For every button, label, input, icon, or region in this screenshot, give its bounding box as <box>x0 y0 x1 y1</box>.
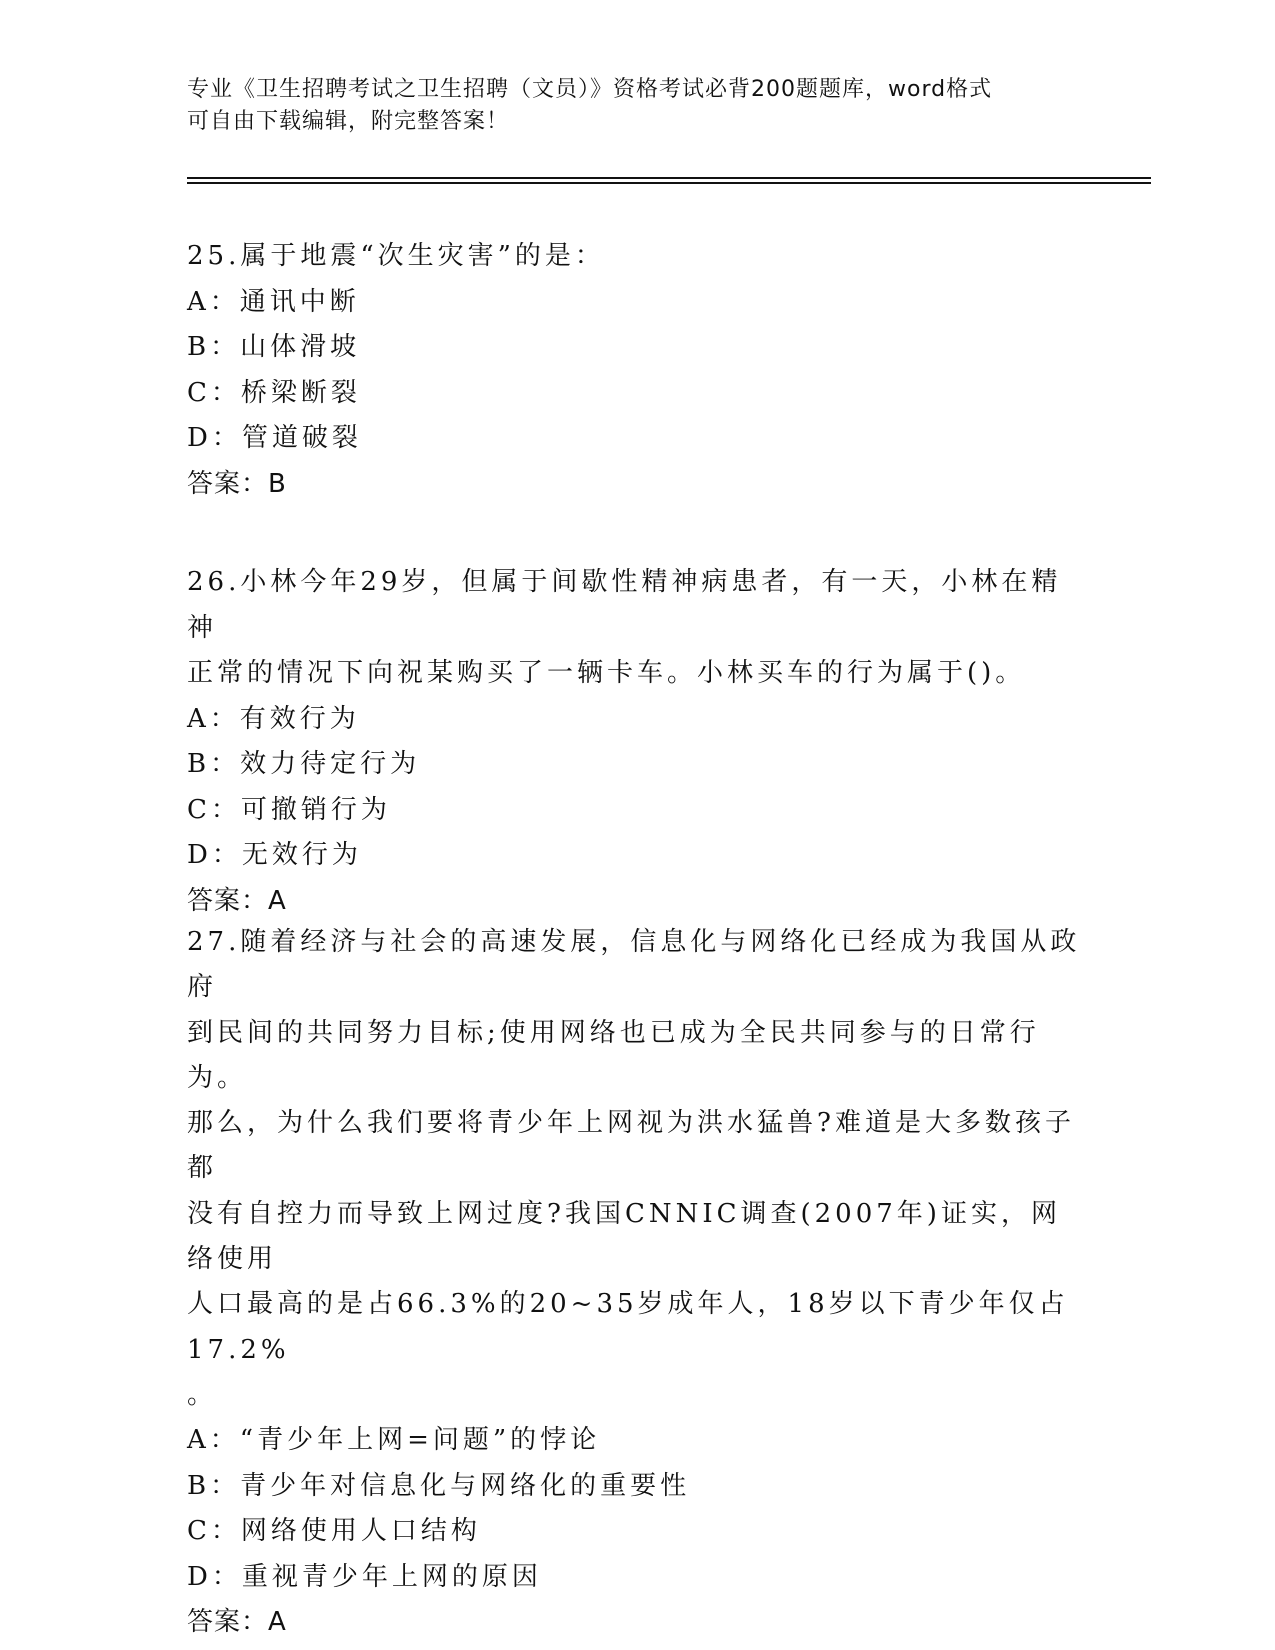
question-27-answer: 答案：A <box>187 1607 287 1638</box>
question-27 <box>187 920 1087 1646</box>
question-25-option-b: B：山体滑坡 <box>187 332 361 362</box>
question-26-stem-line-1: 26.小林今年29岁，但属于间歇性精神病患者，有一天，小林在精神 <box>187 567 1062 643</box>
header-title-line-1: 专业《卫生招聘考试之卫生招聘（文员）》资格考试必背200题题库，word格式 <box>187 77 993 102</box>
question-26-answer: 答案：A <box>187 885 287 916</box>
question-27-option-b: B：青少年对信息化与网络化的重要性 <box>187 1470 691 1501</box>
question-27-stem-line-4: 没有自控力而导致上网过度?我国CNNIC调查(2007年)证实，网络使用 <box>187 1198 1061 1275</box>
question-25-option-d: D：管道破裂 <box>187 423 362 453</box>
question-25-option-c: C：桥梁断裂 <box>187 377 361 408</box>
question-27-stem-line-1: 27.随着经济与社会的高速发展，信息化与网络化已经成为我国从政府 <box>187 927 1081 1003</box>
question-25-answer: 答案：B <box>187 468 287 499</box>
question-27-option-a: A：“青少年上网=问题”的悖论 <box>187 1425 601 1456</box>
question-25-stem: 25.属于地震“次生灾害”的是： <box>187 241 605 271</box>
header-divider-bottom <box>187 182 1151 184</box>
question-27-option-c: C：网络使用人口结构 <box>187 1516 481 1547</box>
question-25-option-a: A：通讯中断 <box>187 286 360 317</box>
header-divider-top <box>187 177 1151 179</box>
question-26-stem-line-2: 正常的情况下向祝某购买了一辆卡车。小林买车的行为属于()。 <box>187 658 1026 688</box>
header-title-line-2: 可自由下载编辑，附完整答案！ <box>187 109 510 134</box>
question-25 <box>187 234 1087 507</box>
question-26-option-b: B：效力待定行为 <box>187 749 421 779</box>
question-27-stem-line-3: 那么，为什么我们要将青少年上网视为洪水猛兽?难道是大多数孩子都 <box>187 1108 1075 1184</box>
question-26-option-a: A：有效行为 <box>187 703 360 734</box>
question-27-option-d: D：重视青少年上网的原因 <box>187 1561 542 1592</box>
question-26-option-d: D：无效行为 <box>187 840 362 870</box>
question-26 <box>187 560 1087 924</box>
question-26-option-c: C：可撤销行为 <box>187 794 391 825</box>
question-27-stem-line-5: 人口最高的是占66.3%的20~35岁成年人，18岁以下青少年仅占17.2% <box>187 1289 1069 1365</box>
question-27-stem-line-2: 到民间的共同努力目标;使用网络也已成为全民共同参与的日常行为。 <box>187 1017 1040 1093</box>
question-27-stem-line-6: 。 <box>187 1379 218 1410</box>
document-header <box>187 74 1087 138</box>
